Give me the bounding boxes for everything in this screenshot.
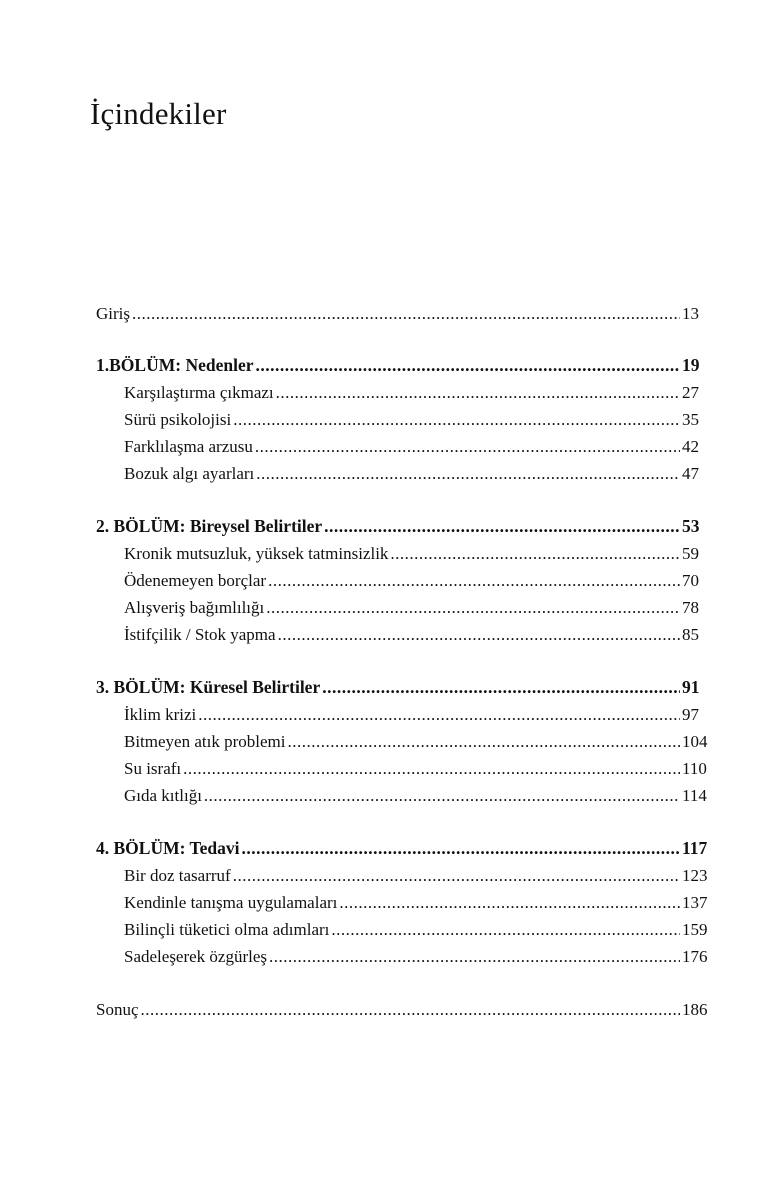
- dot-leader: [339, 889, 680, 916]
- toc-chapter-4[interactable]: [96, 835, 708, 862]
- toc-entry[interactable]: [96, 433, 699, 460]
- toc-page-number: 35: [682, 410, 699, 429]
- chapter-label: 1.BÖLÜM: Nedenler: [96, 355, 254, 375]
- dot-leader: [266, 594, 680, 621]
- toc-page-number: 117: [682, 838, 708, 858]
- toc-entry-outro[interactable]: [96, 996, 708, 1023]
- toc-page-number: 114: [682, 786, 707, 805]
- toc-entry[interactable]: [96, 460, 699, 487]
- toc-entry-label: Bir doz tasarruf: [124, 866, 231, 885]
- dot-leader: [322, 674, 680, 701]
- toc-page-number: 110: [682, 759, 707, 778]
- toc-entry-label: İklim krizi: [124, 705, 197, 724]
- toc-entry-label: Kendinle tanışma uygulamaları: [124, 893, 338, 912]
- chapter-label: 4. BÖLÜM: Tedavi: [96, 838, 240, 858]
- toc-entry-label: Giriş: [96, 304, 130, 323]
- dot-leader: [324, 513, 680, 540]
- toc-entry-label: Farklılaşma arzusu: [124, 437, 253, 456]
- toc-entry[interactable]: [96, 889, 708, 916]
- toc-entry[interactable]: [96, 594, 699, 621]
- toc-page-number: 59: [682, 544, 699, 563]
- toc-page-number: 47: [682, 464, 699, 483]
- toc-entry[interactable]: [96, 862, 708, 889]
- toc-entry-intro[interactable]: [96, 300, 699, 327]
- dot-leader: [390, 540, 680, 567]
- dot-leader: [255, 433, 680, 460]
- dot-leader: [268, 567, 680, 594]
- toc-page-number: 27: [682, 383, 699, 402]
- table-of-contents: [96, 300, 708, 1023]
- dot-leader: [256, 460, 680, 487]
- dot-leader: [255, 352, 680, 379]
- toc-entry-label: Sonuç: [96, 1000, 139, 1019]
- toc-page-number: 42: [682, 437, 699, 456]
- dot-leader: [204, 782, 680, 809]
- toc-page-number: 19: [682, 355, 700, 375]
- dot-leader: [269, 943, 680, 970]
- toc-entry[interactable]: [96, 567, 699, 594]
- toc-chapter-3[interactable]: [96, 674, 700, 701]
- toc-entry-label: Bilinçli tüketici olma adımları: [124, 920, 330, 939]
- toc-entry[interactable]: [96, 406, 699, 433]
- toc-entry-label: Bozuk algı ayarları: [124, 464, 255, 483]
- toc-page-number: 137: [682, 893, 708, 912]
- toc-entry[interactable]: [96, 540, 699, 567]
- dot-leader: [141, 996, 681, 1023]
- toc-entry[interactable]: [96, 943, 708, 970]
- dot-leader: [233, 406, 680, 433]
- dot-leader: [276, 379, 680, 406]
- dot-leader: [331, 916, 680, 943]
- toc-page-number: 123: [682, 866, 708, 885]
- toc-entry-label: Sadeleşerek özgürleş: [124, 947, 268, 966]
- dot-leader: [278, 621, 680, 648]
- dot-leader: [233, 862, 680, 889]
- chapter-label: 3. BÖLÜM: Küresel Belirtiler: [96, 677, 321, 697]
- dot-leader: [183, 755, 680, 782]
- toc-chapter-2[interactable]: [96, 513, 700, 540]
- toc-entry[interactable]: [96, 916, 708, 943]
- toc-page-number: 176: [682, 947, 708, 966]
- toc-entry-label: Alışveriş bağımlılığı: [124, 598, 265, 617]
- dot-leader: [287, 728, 680, 755]
- toc-entry[interactable]: [96, 782, 707, 809]
- toc-page-number: 70: [682, 571, 699, 590]
- toc-page-number: 159: [682, 920, 708, 939]
- toc-page-number: 13: [682, 304, 699, 323]
- toc-chapter-1[interactable]: [96, 352, 700, 379]
- toc-page-number: 104: [682, 732, 708, 751]
- page-title: İçindekiler: [90, 96, 227, 131]
- toc-entry[interactable]: [96, 621, 699, 648]
- toc-page-number: 91: [682, 677, 700, 697]
- toc-entry[interactable]: [96, 701, 699, 728]
- toc-page-number: 97: [682, 705, 699, 724]
- dot-leader: [241, 835, 680, 862]
- toc-entry-label: Su israfı: [124, 759, 182, 778]
- dot-leader: [132, 300, 680, 327]
- toc-page-number: 53: [682, 516, 700, 536]
- toc-entry-label: Karşılaştırma çıkmazı: [124, 383, 274, 402]
- toc-entry[interactable]: [96, 755, 707, 782]
- toc-page-number: 186: [682, 1000, 708, 1019]
- toc-entry-label: Sürü psikolojisi: [124, 410, 232, 429]
- toc-entry[interactable]: [96, 728, 708, 755]
- toc-entry-label: Bitmeyen atık problemi: [124, 732, 286, 751]
- toc-entry-label: İstifçilik / Stok yapma: [124, 625, 276, 644]
- toc-entry[interactable]: [96, 379, 699, 406]
- toc-entry-label: Gıda kıtlığı: [124, 786, 202, 805]
- toc-entry-label: Ödenemeyen borçlar: [124, 571, 267, 590]
- dot-leader: [198, 701, 680, 728]
- chapter-label: 2. BÖLÜM: Bireysel Belirtiler: [96, 516, 323, 536]
- toc-page-number: 85: [682, 625, 699, 644]
- toc-page-number: 78: [682, 598, 699, 617]
- toc-entry-label: Kronik mutsuzluk, yüksek tatminsizlik: [124, 544, 389, 563]
